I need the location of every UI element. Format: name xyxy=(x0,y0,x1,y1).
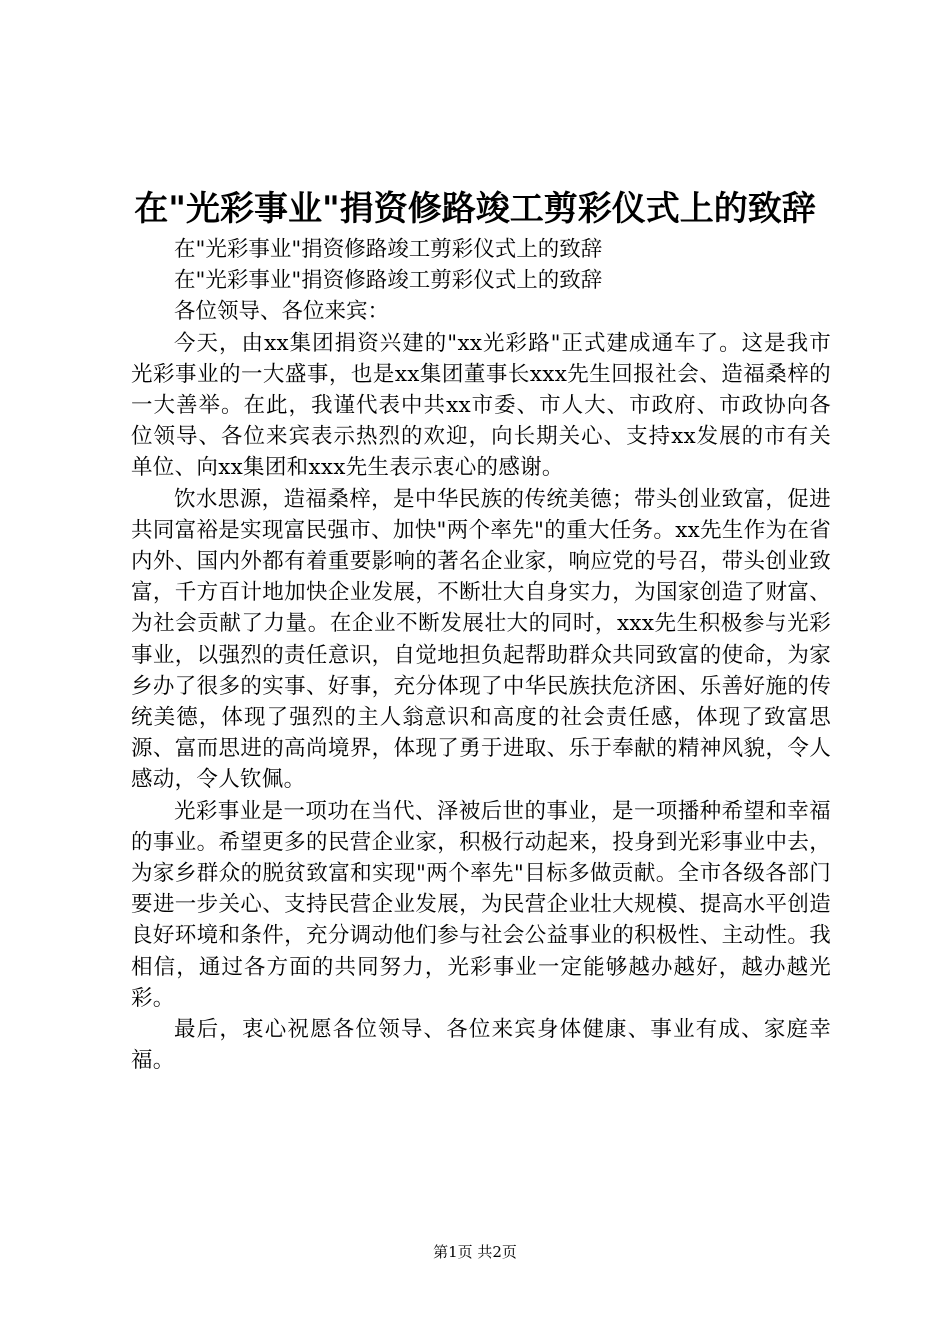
subtitle-line: 在"光彩事业"捐资修路竣工剪彩仪式上的致辞 xyxy=(174,268,603,294)
salutation: 各位领导、各位来宾： xyxy=(174,299,390,325)
document-title: 在"光彩事业"捐资修路竣工剪彩仪式上的致辞 xyxy=(134,189,816,229)
closing-paragraph: 最后，衷心祝愿各位领导、各位来宾身体健康、事业有成、家庭幸福。 xyxy=(131,1017,831,1074)
page-number-footer: 第1页 共2页 xyxy=(433,1243,517,1261)
subtitle-line: 在"光彩事业"捐资修路竣工剪彩仪式上的致辞 xyxy=(174,237,603,262)
body-paragraph: 饮水思源，造福桑梓，是中华民族的传统美德；带头创业致富，促进共同富裕是实现富民强市、加快"两个率先"的重大任务。xx先生作为在省内外、国内外都有着重要影响的著名企业家，响应党的号召，带头创业致富，千方百计地加快企业发展，不断壮大自身实力，为国家创造了财富、为社会贡献了力量。在企业不断发展壮大的同时，xxx先生积极参与光彩事业，以强烈的责任意识，自觉地担负起帮助群众共同致富的使命，为家乡办了很多的实事、好事，充分体现了中华民族扶危济困、乐善好施的传统美德，体现了强烈的主人翁意识和高度的社会责任感，体现了致富思源、富而思进的高尚境界，体现了勇于进取、乐于奉献的精神风貌，令人感动，令人钦佩。 xyxy=(131,486,831,793)
document-body xyxy=(131,234,831,1076)
body-paragraph: 今天，由xx集团捐资兴建的"xx光彩路"正式建成通车了。这是我市光彩事业的一大盛事，也是xx集团董事长xxx先生回报社会、造福桑梓的一大善举。在此，我谨代表中共xx市委、市人大、市政府、市政协向各位领导、各位来宾表示热烈的欢迎，向长期关心、支持xx发展的市有关单位、向xx集团和xxx先生表示衷心的感谢。 xyxy=(131,330,831,481)
body-paragraph: 光彩事业是一项功在当代、泽被后世的事业，是一项播种希望和幸福的事业。希望更多的民营企业家，积极行动起来，投身到光彩事业中去，为家乡群众的脱贫致富和实现"两个率先"目标多做贡献。全市各级各部门要进一步关心、支持民营企业发展，为民营企业壮大规模、提高水平创造良好环境和条件，充分调动他们参与社会公益事业的积极性、主动性。我相信，通过各方面的共同努力，光彩事业一定能够越办越好，越办越光彩。 xyxy=(131,798,831,1011)
